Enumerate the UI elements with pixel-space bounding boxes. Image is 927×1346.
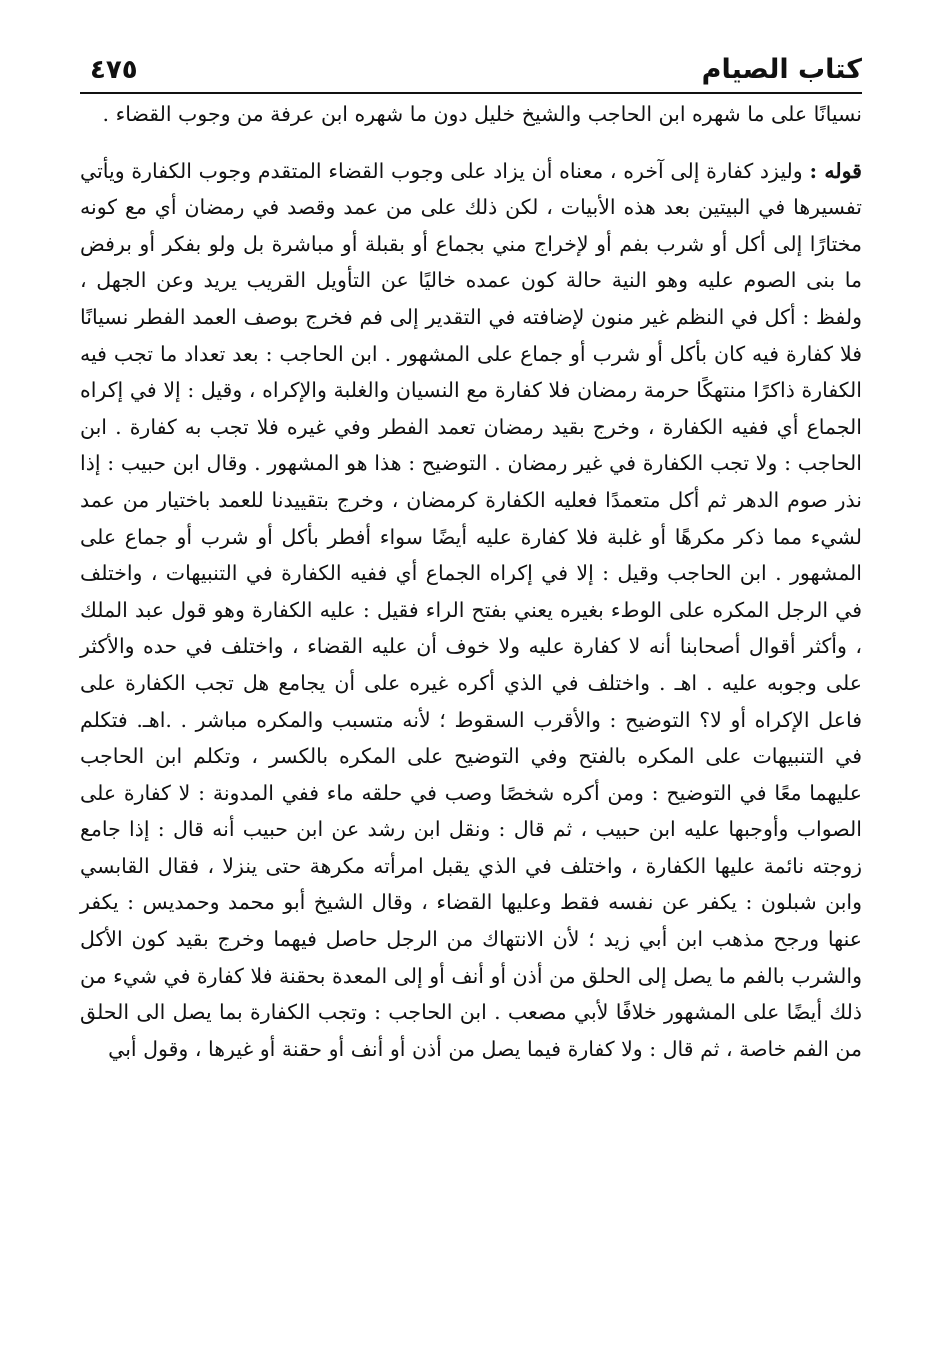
- paragraph-2-text: وليزد كفارة إلى آخره ، معناه أن يزاد على وجوب القضاء المتقدم وجوب الكفارة ويأتي تفسيرها في البيتين بعد هذه الأبيات ، لكن ذلك على من عمد وقصد في رمضان أي مع كونه مختارًا إلى أكل أو شرب بفم أو لإخراج مني بجماع أو بقبلة أو مباشرة بل ولو بفكر أو برفض ما بنى الصوم عليه وهو النية حالة كون عمده خاليًا عن التأويل القريب يريد وعن الجهل ، ولفظ : أكل في النظم غير منون لإضافته في التقدير إلى فم فخرج بوصف العمد الفطر نسيانًا فلا كفارة فيه كان بأكل أو شرب أو جماع على المشهور . ابن الحاجب : بعد تعداد ما تجب فيه الكفارة ذاكرًا منتهكًا حرمة رمضان فلا كفارة مع النسيان والغلبة والإكراه ، وقيل : إلا في إكراه الجماع أي ففيه الكفارة ، وخرج بقيد رمضان تعمد الفطر وفي غيره فلا تجب به كفارة . ابن الحاجب : ولا تجب الكفارة في غير رمضان . التوضيح : هذا هو المشهور . وقال ابن حبيب : إذا نذر صوم الدهر ثم أكل متعمدًا فعليه الكفارة كرمضان ، وخرج بتقييدنا للعمد باختيار من عمد لشيء مما ذكر مكرهًا أو غلبة فلا كفارة عليه أيضًا سواء أفطر بأكل أو شرب أو جماع على المشهور . ابن الحاجب وقيل : إلا في إكراه الجماع أي ففيه الكفارة في التنبيهات ، واختلف في الرجل المكره على الوطء بغيره يعني بفتح الراء فقيل : عليه الكفارة وهو قول عبد الملك ، وأكثر أقوال أصحابنا أنه لا كفارة عليه ولا خوف أن عليه القضاء ، واختلف في حده والأكثر على وجوبه عليه . اهـ . واختلف في الذي أكره غيره على أن يجامع هل تجب الكفارة على فاعل الإكراه أو لا؟ التوضيح : والأقرب السقوط ؛ لأنه متسبب والمكره مباشر . .اهـ. فتكلم في التنبيهات على المكره بالفتح وفي التوضيح على المكره بالكسر ، وتكلم ابن الحاجب عليهما معًا في التوضيح : ومن أكره شخصًا وصب في حلقه ماء ففي المدونة : لا كفارة على الصواب وأوجبها عليه ابن حبيب ، ثم قال : ونقل ابن رشد عن ابن حبيب أنه قال : إذا جامع زوجته نائمة عليها الكفارة ، واختلف في الذي يقبل امرأته مكرهة حتى ينزلا ، فقال القابسي وابن شبلون : يكفر عن نفسه فقط وعليها القضاء ، وقال الشيخ أبو محمد وحمديس : يكفر عنها ورجح مذهب ابن أبي زيد ؛ لأن الانتهاك من الرجل حاصل فيهما وخرج بقيد كون الأكل والشرب بالفم ما يصل إلى الحلق من أذن أو أنف أو إلى المعدة بحقنة فلا كفارة في شيء من ذلك أيضًا على المشهور خلافًا لأبي مصعب . ابن الحاجب : وتجب الكفارة بما يصل الى الحلق من الفم خاصة ، ثم قال : ولا كفارة فيما يصل من أذن أو أنف أو حقنة أو غيرها ، وقول أبي: [80, 158, 862, 1061]
- paragraph-1-text: نسيانًا على ما شهره ابن الحاجب والشيخ خليل دون ما شهره ابن عرفة من وجوب القضاء .: [102, 102, 862, 126]
- paragraph-1: [80, 96, 862, 133]
- page-number: ٤٧٥: [90, 55, 138, 85]
- body-text: [80, 96, 862, 1067]
- paragraph-2: [80, 153, 862, 1068]
- book-page: [80, 40, 862, 1067]
- paragraph-2-lead: قوله :: [809, 158, 862, 183]
- page-header: [80, 40, 862, 94]
- running-title: كتاب الصيام: [701, 54, 862, 85]
